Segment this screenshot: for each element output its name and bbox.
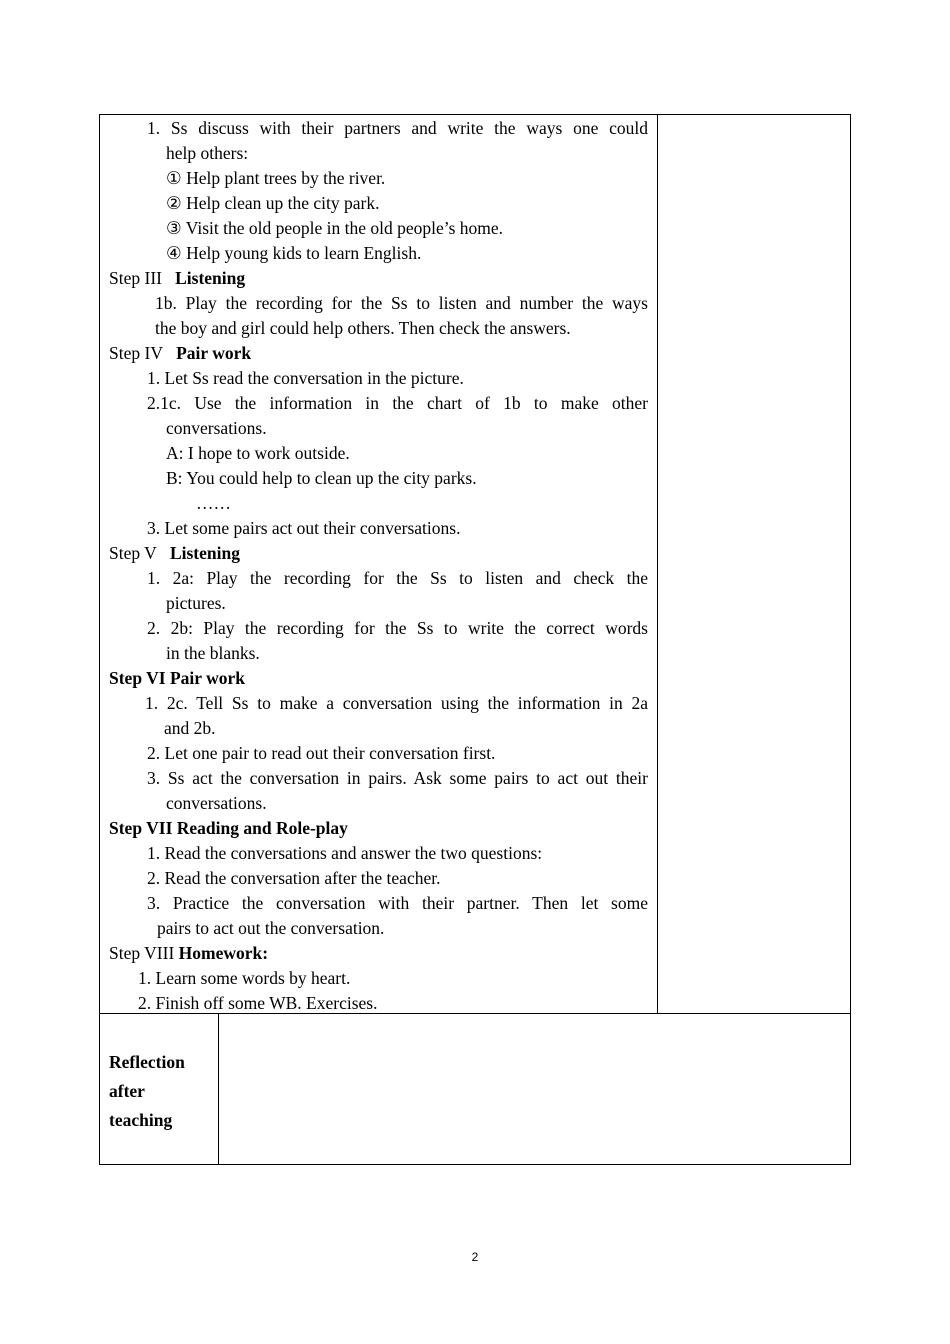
- procedure-line: 3. Let some pairs act out their conversations.: [147, 518, 461, 538]
- reflection-column-divider: [218, 1013, 219, 1165]
- step-heading: [109, 541, 648, 566]
- step-title: Homework:: [178, 943, 269, 963]
- procedure-line: pictures.: [166, 593, 226, 613]
- procedure-line: 1. 2a: Play the recording for the Ss to listen and check the: [147, 568, 648, 588]
- step-title: Pair work: [176, 343, 252, 363]
- procedure-line: 2. Read the conversation after the teacher.: [147, 868, 441, 888]
- procedure-line: 1b. Play the recording for the Ss to listen and number the ways: [155, 293, 648, 313]
- step-heading: [109, 266, 648, 291]
- procedure-line: conversations.: [166, 793, 267, 813]
- procedure-line: help others:: [166, 143, 249, 163]
- reflection-label: [109, 1048, 214, 1135]
- procedure-line: 2. Finish off some WB. Exercises.: [138, 993, 378, 1013]
- procedure-line: the boy and girl could help others. Then check the answers.: [155, 318, 571, 338]
- procedure-line: conversations.: [166, 418, 267, 438]
- procedure-line: 1. Learn some words by heart.: [138, 968, 351, 988]
- procedure-line: ……: [196, 493, 231, 513]
- procedure-line: ③ Visit the old people in the old people’s home.: [166, 218, 504, 238]
- procedure-line: 3. Practice the conversation with their partner. Then let some: [147, 893, 648, 913]
- procedure-line: 2.1c. Use the information in the chart of 1b to make other: [147, 393, 648, 413]
- procedure-line: B: You could help to clean up the city parks.: [166, 468, 477, 488]
- step-prefix: Step IV: [109, 343, 163, 363]
- table-column-divider: [657, 114, 658, 1014]
- procedure-line: 1. Let Ss read the conversation in the picture.: [147, 368, 464, 388]
- step-prefix: Step III: [109, 268, 162, 288]
- step-prefix: Step V: [109, 543, 157, 563]
- reflection-label-line: after: [109, 1081, 145, 1101]
- page-number: 2: [471, 1250, 479, 1264]
- step-heading: [109, 341, 648, 366]
- procedure-line: and 2b.: [164, 718, 216, 738]
- procedure-line: 1. Ss discuss with their partners and write the ways one could: [147, 118, 648, 138]
- step-heading: Step VII Reading and Role-play: [109, 818, 348, 838]
- procedure-content: [109, 116, 648, 1016]
- step-heading: Step VI Pair work: [109, 668, 245, 688]
- procedure-line: ② Help clean up the city park.: [166, 193, 380, 213]
- procedure-line: pairs to act out the conversation.: [157, 918, 385, 938]
- procedure-line: in the blanks.: [166, 643, 260, 663]
- procedure-line: 2. 2b: Play the recording for the Ss to write the correct words: [147, 618, 648, 638]
- procedure-line: 3. Ss act the conversation in pairs. Ask some pairs to act out their: [147, 768, 648, 788]
- procedure-line: ④ Help young kids to learn English.: [166, 243, 422, 263]
- reflection-label-line: teaching: [109, 1110, 173, 1130]
- step-prefix: Step VIII: [109, 943, 175, 963]
- procedure-line: 2. Let one pair to read out their conversation first.: [147, 743, 496, 763]
- procedure-line: A: I hope to work outside.: [166, 443, 350, 463]
- step-title: Listening: [169, 543, 240, 563]
- reflection-label-line: Reflection: [109, 1052, 185, 1072]
- step-heading: [109, 941, 648, 966]
- procedure-line: 1. 2c. Tell Ss to make a conversation using the information in 2a: [145, 693, 648, 713]
- procedure-line: 1. Read the conversations and answer the two questions:: [147, 843, 543, 863]
- procedure-line: ① Help plant trees by the river.: [166, 168, 386, 188]
- step-title: Listening: [175, 268, 246, 288]
